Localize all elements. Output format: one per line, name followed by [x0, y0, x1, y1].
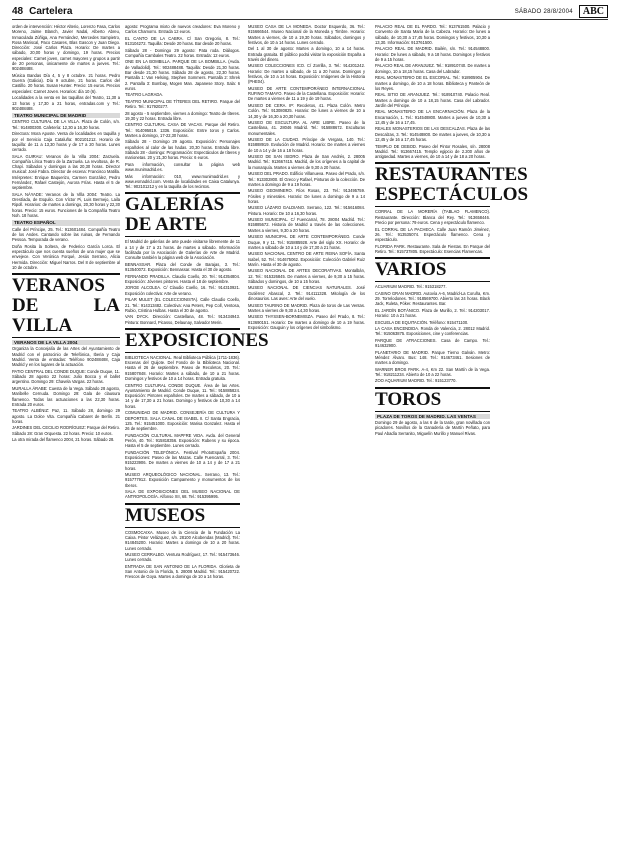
- listing-entry: MUSEO CERRALBO. Ventura Rodríguez, 17. Tel.: 915473646. Lunes cerrado.: [125, 552, 240, 563]
- listing-entry: PLANETARIO DE MADRID. Parque Tierno Galván. Metro: Méndez Álvaro. Bus: 148. Tel.: 914673461. Sesiones de martes a domingo.: [375, 349, 490, 366]
- listing-entry: MUSEO GEOMINERO. Ríos Rosas, 23. Tel.: 913495759. Fósiles y minerales. Horario: De lunes a domingo de 9 a 14 horas.: [248, 188, 365, 204]
- listing-entry: Organiza la Concejalía de las Artes del Ayuntamiento de Madrid con el patrocinio de Telefónica, Iberia y Caja Madrid. Venta de entradas: Teléfono 902488488, Caja Madrid y en los lugares de la actuación.: [12, 346, 120, 368]
- listing-entry: CORRAL DE LA MORERÍA (TABLAO FLAMENCO). Restaurante. Dirección: Blanca del Rey. Tel.: 913658446. Precio por persona: 79 euros. Cena y espectáculo flamenco.: [375, 209, 490, 226]
- subsection-heading: TEATRO ESPAÑOL: [12, 220, 120, 225]
- listing-entry: COMUNIDAD DE MADRID. CONSEJERÍA DE CULTURA Y DEPORTES. SALA CANAL DE ISABEL II. C/ Santa Engracia, 125. Tel.: 915451000. Exposición: Marisa Gonzalez. Hasta el 26 de septiembre.: [125, 410, 240, 432]
- listing-entry: MUSEO DE CERA. IP: Recoletos, 41. Plaza Colón. Metro Colón. Tel.: 913080825. Horario: De lunes a viernes de 10 a 14,30 y de 16,30 a 20,30 horas.: [248, 102, 365, 119]
- listing-entry: MUSEO LÁZARO GALDIANO. Serrano, 122. Tel.: 915616084. Pintura. Horario: De 10 a 16,30 horas.: [248, 205, 365, 216]
- listing-entry: FLORIDA PARK. Restaurante. Sala de Fiestas. En Parque del Retiro. Tel.: 915737805. Espectáculo: Esencias Flamencas.: [375, 243, 490, 254]
- listing-entry: MUSEO DE ARTE CONTEMPORÁNEO INTERNACIONAL RUFINO TAMAYO. Paseo de la Castellana. Exposición: Horario: De martes a viernes de 11 a 19 y de 19 horas.: [248, 85, 365, 102]
- section-heading: EXPOSICIONES: [125, 329, 269, 351]
- subsection-heading: VERANOS DE LA VILLA 2004: [12, 340, 120, 345]
- column-4: [375, 24, 529, 437]
- listing-entry: PATIO CENTRAL DEL CONDE DUQUE: Conde Duque, 11. Sábado 28 agosto 22 horas: Julio Bocca y el ballet argentino. Domingo 29: Chavela Vargas. 22 horas.: [12, 368, 120, 385]
- listing-entry: MURALLA ÁRABE: Cuesta de la Vega. Sábado 28 agosto, Maribelle Cernuda. Domingo 29: Gala de clausura flamenco. Todas las actuaciones a las 22,30 horas. Entrada 20 euros.: [12, 385, 120, 407]
- listing-entry: CENTRO CULTURAL DE LA VILLA. Plaza de Colón, s/n. Tel.: 914800300. Cafetería: 12,30 a 16,30 horas.: [12, 119, 120, 130]
- listing-entry: Del 1 al 30 de agosto: Martes a domingo, 10 a 14 horas. Entrada gratuita. El público podrá visitar la exposición España a través del dinero.: [248, 46, 365, 62]
- listing-entry: PILAR MULET (EL COLECCIONISTA). Calle Claudio Coello, 21. Tel.: 914313482. Colectiva: Ana Peters, Pep Coll, Ventosa, Rubio, Cristina Hulbas. Hasta el 30 de agosto.: [125, 297, 240, 313]
- listing-entry: EL CORRAL DE LA PACHECA. Calle Juan Ramón Jiménez, 26. Tel.: 913535074. Espectáculo flamenco. Cena y espectáculo.: [375, 226, 490, 243]
- listing-entry: Sábado 28 - Domingo 29 agosto: Pata roda. Diálogos. Compañía Cambales Teatro. 22 horas. Entrada: 12 euros.: [125, 47, 240, 58]
- listing-entry: BENNASSAR. Plaza del Conde de Barajas, 3. Tel.: 913540072. Exposición: Bennassar. Hasta el 30 de agosto.: [125, 261, 240, 273]
- listing-entry: MUSEO ARQUEOLÓGICO NACIONAL. Serrano, 13. Tel.: 915777912. Exposición Campamento y monumentos de los Iberos.: [125, 472, 240, 488]
- listing-entry: LA CASA ENCENDIDA. Ronda de Valencia, 2. 28012 Madrid. Tel.: 915063875. Exposiciones, cine y conferencias.: [375, 326, 490, 337]
- listing-entry: REAL SITIO DE ARANJUEZ. Tel.: 918910740. Palacio Real. Martes a domingo de 10 a 18,15 horas. Casa del Labrador. Jardín del Príncipe.: [375, 92, 490, 108]
- listing-entry: FERNANDO PRADILLA. Claudio Coello, 20. Tel.: 914354804. Exposición: Jóvenes pintores. Hasta el 18 de septiembre.: [125, 273, 240, 284]
- listing-entry: MUSEO MUNICIPAL. C/ Fuencarral, 78. 28004 Madrid. Tel.: 915885672. Historia de Madrid a través de las colecciones. Martes a viernes, 9,30 a 20 horas.: [248, 217, 365, 233]
- listing-entry: REALES MONASTERIOS DE LAS DESCALZAS. Plaza de las Descalzas, 3. Tel.: 914548800. De martes a jueves, de 10,30 a 12,45 y de 16 a 17,45 horas.: [375, 126, 490, 143]
- listing-entry: MUSEO NACIONAL DE CIENCIAS NATURALES. José Gutiérrez Abascal, 2. Tel.: 914111328. Mitología de los dinosaurios. Las aves: Arte del vuelo.: [248, 285, 365, 302]
- listing-entry: MUSEO CASA DE LA MONEDA. Doctor Esquerdo, 36. Tel.: 915666544. Museo Nacional de la Moneda y Timbre. Horario: Martes a viernes, de 10 a 19,30 horas. Sábados, domingos y festivos, de 10 a 14 horas. Lunes cerrado.: [248, 24, 365, 45]
- listing-entry: SALA DE EXPOSICIONES DEL MUSEO NACIONAL DE ANTROPOLOGÍA. Alfonso XII, 68. Tel.: 915395995.: [125, 489, 240, 500]
- listing-entry: MUSEO DE SAN ISIDRO. Plaza de San Andrés, 2. 28005 Madrid. Tel.: 913667415. Madrid, de los orígenes a la capital de la monarquía. Martes a viernes de 9,30 a 20 horas.: [248, 154, 365, 170]
- section-title: Cartelera: [29, 6, 73, 17]
- listing-entry: Más información: 010, www.munimadrid.es y www.esmadrid.com. Venta de localidades en Caixa Catalunya. Tel.: 902101212 y en la taquilla de los recintos.: [125, 173, 240, 190]
- listing-entry: REAL MONASTERIO DE EL ESCORIAL. Tel.: 918905904. De martes a domingo, de 10 a 18 horas. Biblioteca y Panteón de los Reyes.: [375, 75, 490, 91]
- listing-entry: JARDINES DEL CECILIO RODRÍGUEZ: Parque del Retiro. Sábado 28: Gran Orquesta. 22 horas. Precio: 10 euros.: [12, 425, 120, 436]
- listing-entry: PALACIO REAL DE EL PARDO. Tel.: 913761500. Palacio y Convento de Santa María de la Cabeza. Horario: De lunes a sábado, de 10,30 a 17,45 horas. Domingos y festivos, 10,30 a 13,30. Información: 913761500.: [375, 24, 490, 45]
- listing-entry: MUSEO NACIONAL CENTRO DE ARTE REINA SOFÍA. Santa Isabel, 52. Tel.: 914675062. Exposición: Colección Gabriel Ruiz Marín. Hasta el 30 de agosto.: [248, 251, 365, 267]
- listing-entry: Música Bandas Día 4, 5 y 8 octubre. 21 horas. Pedro Guerra (Galicia). Día 9 octubre, 21 horas. Carlos del Castillo. 20 horas. Susan Hunter. Precio: 15 euros. Precios especiales: Carnet Joven. Horarios: día 10 (6).: [12, 72, 120, 94]
- subsection-heading: TEATRO MUNICIPAL DE MADRID: [12, 113, 120, 118]
- listing-entry: CASINO GRAN MADRID. Autovía A-6, Madrid-La Coruña, Km. 29. Torrelodones. Tel.: 918569700. Abierto las 24 horas. Black Jack, Ruleta, Póker. Restaurantes. Bar.: [375, 290, 490, 307]
- listing-entry: Calle del Príncipe, 25. Tel.: 913601484. Compañía Teatro de los Andes. Cantando sobre las ruinas, de Fernando Pessoa. Temporada de verano.: [12, 226, 120, 243]
- listing-entry: CENTRO CULTURAL CASA DE VACAS. Parque del Retiro. Tel.: 914095819. 1336. Exposición: Entre toros y Carlos. Martes a domingo, 17-22,30 horas.: [125, 122, 240, 138]
- listing-entry: VAN DYCK. Dirección: Castellana, 48. Tel.: 913434943. Pintura: Bonnard, Picasso, Delaunay, Salvador Merin.: [125, 314, 240, 325]
- listing-entry: MUSEO MUNICIPAL DE ARTE CONTEMPORÁNEO. Conde Duque, 9 y 11. Tel.: 915885928. Arte del siglo XX. Horario: de martes a sábado de 10 a 14 y de 17,30 a 21 horas.: [248, 234, 365, 250]
- section-heading: TOROS: [375, 387, 490, 412]
- listing-entry: ZOO AQUARIUM MADRID. Tel.: 915123770.: [375, 378, 457, 384]
- listing-entry: TEATRO LAGRADA.: [125, 92, 164, 98]
- section-heading: VERANOS DE LA VILLA: [12, 275, 120, 337]
- listing-entry: JORGE ALCOLEA. C/ Claudio Coello, 16. Tel.: 914310921. Exposición colectiva: Arte de verano.: [125, 285, 240, 296]
- listing-entry: BIBLIOTECA NACIONAL. Real Biblioteca Pública (1711-1836). Escenas del Quijote. Del Fondo de la Biblioteca Nacional. Hasta el 26 de septiembre. Paseo de Recoletos, 20. Tel.: 915807848. Horario: Martes a sábado, de 10 a 21 horas. Domingos y festivos de 10 a 14 horas. Entrada gratuita.: [125, 354, 240, 382]
- listing-entry: FUNDACIÓN CULTURAL MAPFRE VIDA. Avda. del General Perón, 40. Tel.: 915818356. Exposición: Rubens y su época. Hasta el 5 de septiembre. Lunes cerrado.: [125, 432, 240, 449]
- listing-entry: TEATRO MUNICIPAL DE TÍTERES DEL RETIRO. Parque del Retiro. Tel.: 917920277.: [125, 98, 240, 110]
- listing-entry: Domingo 29 de agosto, a las 6 de la tarde, gran novillada con picadores. Novillos de la Ganadería de Martín Peñato, para Paul Abadía Serranito, Miguelín Murillo y Manuel Rivas.: [375, 420, 490, 436]
- listing-entry: EL CANTO DE LA CABRA. C/ San Gregorio, 8. Tel.: 913104272. Taquilla: Desde 20 horas. Bar desde 20 horas.: [125, 35, 240, 47]
- listing-entry: ENTRADA DE SAN ANTONIO DE LA FLORIDA. Glorieta de San Antonio de la Florida, 5. 28008 Madrid. Tel.: 915420722. Frescos de Goya. Martes a domingo de 10 a 14 horas.: [125, 563, 240, 580]
- listing-entry: MUSEO DE LA CIUDAD. Príncipe de Vergara, 140. Tel.: 915888919. Evolución de Madrid. Horario: De martes a viernes de 10 a 14 y de 16 a 18 horas.: [248, 137, 365, 153]
- listing-entry: 28 agosto - 5 septiembre, viernes a domingo: Teatro de títeres. 19,30 y 22 horas. Entrada libre.: [125, 110, 240, 121]
- listing-entry: MUSEO DEL PRADO. Edificio Villanueva. Paseo del Prado, s/n. Tel.: 913302800. El Greco y Rafael, Pinturas de la colección. De martes a domingo de 9 a 19 horas.: [248, 171, 365, 187]
- listing-entry: Para información, consultar la página web www.munimadrid.es.: [125, 161, 240, 173]
- section-heading: RESTAURANTES ESPECTÁCULOS: [375, 164, 529, 206]
- listing-entry: MUSEO THYSSEN-BORNEMISZA. Paseo del Prado, 8. Tel.: 913690151. Horario: De martes a domingo de 10 a 19 horas. Exposición: Gauguin y los orígenes del simbolismo.: [248, 314, 365, 330]
- section-heading: MUSEOS: [125, 503, 240, 528]
- listing-entry: Doña Rosita la Soltera, de Federico García Lorca. El espectáculo que nos cuenta sueños de una mujer que se envejece. Con Verónica Forqué, Jesús Serrano, Alicia Hermida. Dirección: Miguel Narros. Del 8 de septiembre al 10 de octubre.: [12, 243, 120, 270]
- listing-entry: Directora: Mora Aposte. Venta de localidades en taquilla y por el Servicio Caja Cataluña: 902101212. Horario de taquilla: de 11 a 13,30 horas y de 17 a 20 horas. Lunes cerrado.: [12, 131, 120, 153]
- listing-entry: PARQUE DE ATRACCIONES. Casa de Campo. Tel.: 914632900.: [375, 337, 490, 349]
- column-3: [248, 24, 365, 331]
- section-heading: VARIOS: [375, 257, 490, 282]
- listing-entry: ACUARIUM MADRID. Tel.: 915318277.: [375, 284, 447, 290]
- listing-entry: PALACIO REAL DE MADRID. Bailén, s/n. Tel.: 914548800. Horario: De lunes a sábado, 9 a 18 horas. Domingos y festivos de 9 a 15 horas.: [375, 46, 490, 62]
- listing-entry: TEATRO ALBÉNIZ: Paz, 11. Sábado 28, domingo 29 agosto. La Dolce Vita. Compañía Cabaret de Berlín. 21 horas.: [12, 408, 120, 424]
- issue-date: SÁBADO 28/8/2004: [514, 8, 573, 15]
- listing-entry: CENTRO CULTURAL CONDE DUQUE. Área de las Artes. Ayuntamiento de Madrid. Conde Duque, 11. Tel.: 915885824. Exposición: Pintores españoles. De martes a sábado, de 10 a 14 y de 17,30 a 21 horas. Domingo y festivos de 10,30 a 14 horas.: [125, 382, 240, 409]
- listing-entry: SALA NÁYADE: Veranos de la Villa 2004: Teatro. La Orestíada, de Esquilo. Con Víctor Pi, Luis Bermejo, Laila Ripoll. Horarios: de martes a domingo, 20,30 horas y 22,30 horas. Precio: 15 euros. Funciones de la Compañía Teatro Noh. 18 horas.: [12, 191, 120, 219]
- subsection-heading: PLAZA DE TOROS DE MADRID. LAS VENTAS: [375, 414, 490, 419]
- listing-entry: agosto: Programa mixto de nuevos creadores: Eva Moreno y Carlos Chamorro. Entrada 12 euros.: [125, 24, 240, 35]
- column-1: [12, 24, 120, 444]
- listing-entry: PALACIO REAL DE ARANJUEZ. Tel.: 918910740. De martes a domingo, 10 a 18,15 horas. Casa del Labrador.: [375, 63, 490, 74]
- newspaper-logo: ABC: [579, 5, 608, 18]
- listing-entry: Sábado 28 - Domingo 29 agosto. Exposición: Personajes españoles al calor de las hadas. 20,30 horas. Entrada libre. Sábado 28 - domingo: Programación: Espectáculos de títeres y marionetas. 20 y 21,30 horas. Precio: 6 euros.: [125, 139, 240, 161]
- listing-entry: EL JARDÍN BOTÁNICO. Plaza de Murillo, 2. Tel.: 914203017. Horario: 10 a 21 horas.: [375, 307, 490, 319]
- page-header: [12, 4, 608, 20]
- section-heading: GALERÍAS DE ARTE: [125, 192, 240, 237]
- listing-entry: WARNER BROS PARK. A-4, Km 22. San Martín de la Vega. Tel.: 918211234. Abierto de 10 a 22 horas.: [375, 366, 490, 377]
- listing-entry: FUNDACIÓN TELEFÓNICA. Festival PhotoEspaña 2004. Exposiciones: Paseo de las Mazas. Calle Fuencarral, 3. Tel.: 915223906. De martes a viernes de 10 a 14 y de 17 a 21 horas.: [125, 449, 240, 471]
- listing-entry: La otra mirada del flamenco 2004, 21 horas. Sábado 28.: [12, 437, 115, 443]
- column-2: [125, 24, 269, 581]
- listing-entry: MUSEO TAURINO DE MADRID. Plaza de toros de Las Ventas. Martes a viernes de 9,30 a 14,30 horas.: [248, 302, 365, 313]
- listing-entry: REAL MONASTERIO DE LA ENCARNACIÓN. Plaza de la Encarnación, 1. Tel.: 914548800. Martes a jueves de 10,30 a 12,45 y de 16 a 17,45.: [375, 109, 490, 125]
- listing-entry: MUSEO DE ESCULTURA AL AIRE LIBRE. Paseo de la Castellana, 41. 28046 Madrid. Tel.: 915888672. Esculturas monumentales.: [248, 119, 365, 136]
- listing-entry: MUSEO COLECCIONES ICO. C/ Zorrilla, 3. Tel.: 914201242. Horario: De martes a sábado, de 11 a 20 horas. Domingos y festivos, de 10 a 14 horas. Exposición: Imágenes de la Historia (PHE04).: [248, 63, 365, 85]
- listing-entry: Localidades a la venta en las taquillas del Teatro, 11,30 a 13 horas y 17,30 a 21 horas, entradas.com y Tel.: 902488488.: [12, 95, 120, 111]
- listing-entry: El Madrid de galerías de arte puede visitarse libremente de 11 a 14 y de 17 a 21 horas. de martes a sábado. Información facilitada por la Asociación de Galerías de Arte de Madrid. Consulte también la página web de la Asociación.: [125, 239, 240, 261]
- listing-entry: MUSEO NACIONAL DE ARTES DECORATIVAS. Montalbán, 12. Tel.: 915326845. De martes a viernes, de 9,30 a 15 horas. Sábados y domingos, de 10 a 15 horas.: [248, 268, 365, 284]
- listing-entry: ONE EN LA BOMBILLA. PARQUE DE LA BOMBILLA. (Avda. de Valladolid). Tel.: 902488488. Taquilla: Desde 21,30 horas. Bar desde 21,30 horas. Sábado 28 de agosto, 22,30 horas. Pantalla 1: Van Helsing, Stephen Sommers. Pantalla 2: Shrek 2. Pantalla 3: Bombay, Mogen Man. Japanese Story. Sala: 6 euros.: [125, 59, 240, 91]
- listing-entry: TEMPLO DE DEBOD. Paseo del Pintor Rosales, s/n. 28008 Madrid. Tel.: 913667415. Templo egipcio de 2.200 años de antigüedad. Martes a viernes, de 10 a 14 y de 18 a 20 horas.: [375, 143, 490, 160]
- listing-entry: SALA GUIRAU: Veranos de la Villa 2004: Zarzuela. Compañía Lírica Teatro de la Zarzuela. La revoltosa, de R. Chapí. Sábados y domingos a las 20,30 horas. Director musical: José Fabra. Director de escena: Francisco Matilla. Intérpretes: Enrique Baquerizo, Carmen González, Pedro Fernández, Rafael Castejón, Aurora Frías. Hasta el 5 de septiembre.: [12, 153, 120, 191]
- listing-entry: COSMOCAIXA. Museo de la Ciencia de la Fundación La Caixa. Pintor Velázquez, s/n. 28100 Alcobendas (Madrid). Tel.: 914845200. Horario: Martes a domingo de 10 a 20 horas. Lunes cerrado.: [125, 529, 240, 551]
- listing-entry: orden de intervención: Héctor Alterio, Lorenzo Fasa, Carlos Moreno, Jaime Blanch, Javier Nadal, Alberto Abreu, Inmaculada Zúñiga, Ana Fernández, Mercedes Sampietro, Rosa Mariscal, Paco Casares, Blas Gascon y Juan Diego. Dirección: José Carlos Plaza. Horario: De martes a sábado, 20,00 horas y domingo, 19 horas. Precios especiales: Carnet joven, carnet mayores y grupos a partir de 20 personas, únicamente de martes a jueves. Tel.: 902488488.: [12, 24, 120, 72]
- listing-entry: ESCUELA DE EQUITACIÓN. Teléfono: 915471100.: [375, 319, 469, 325]
- page-number: 48: [12, 6, 24, 17]
